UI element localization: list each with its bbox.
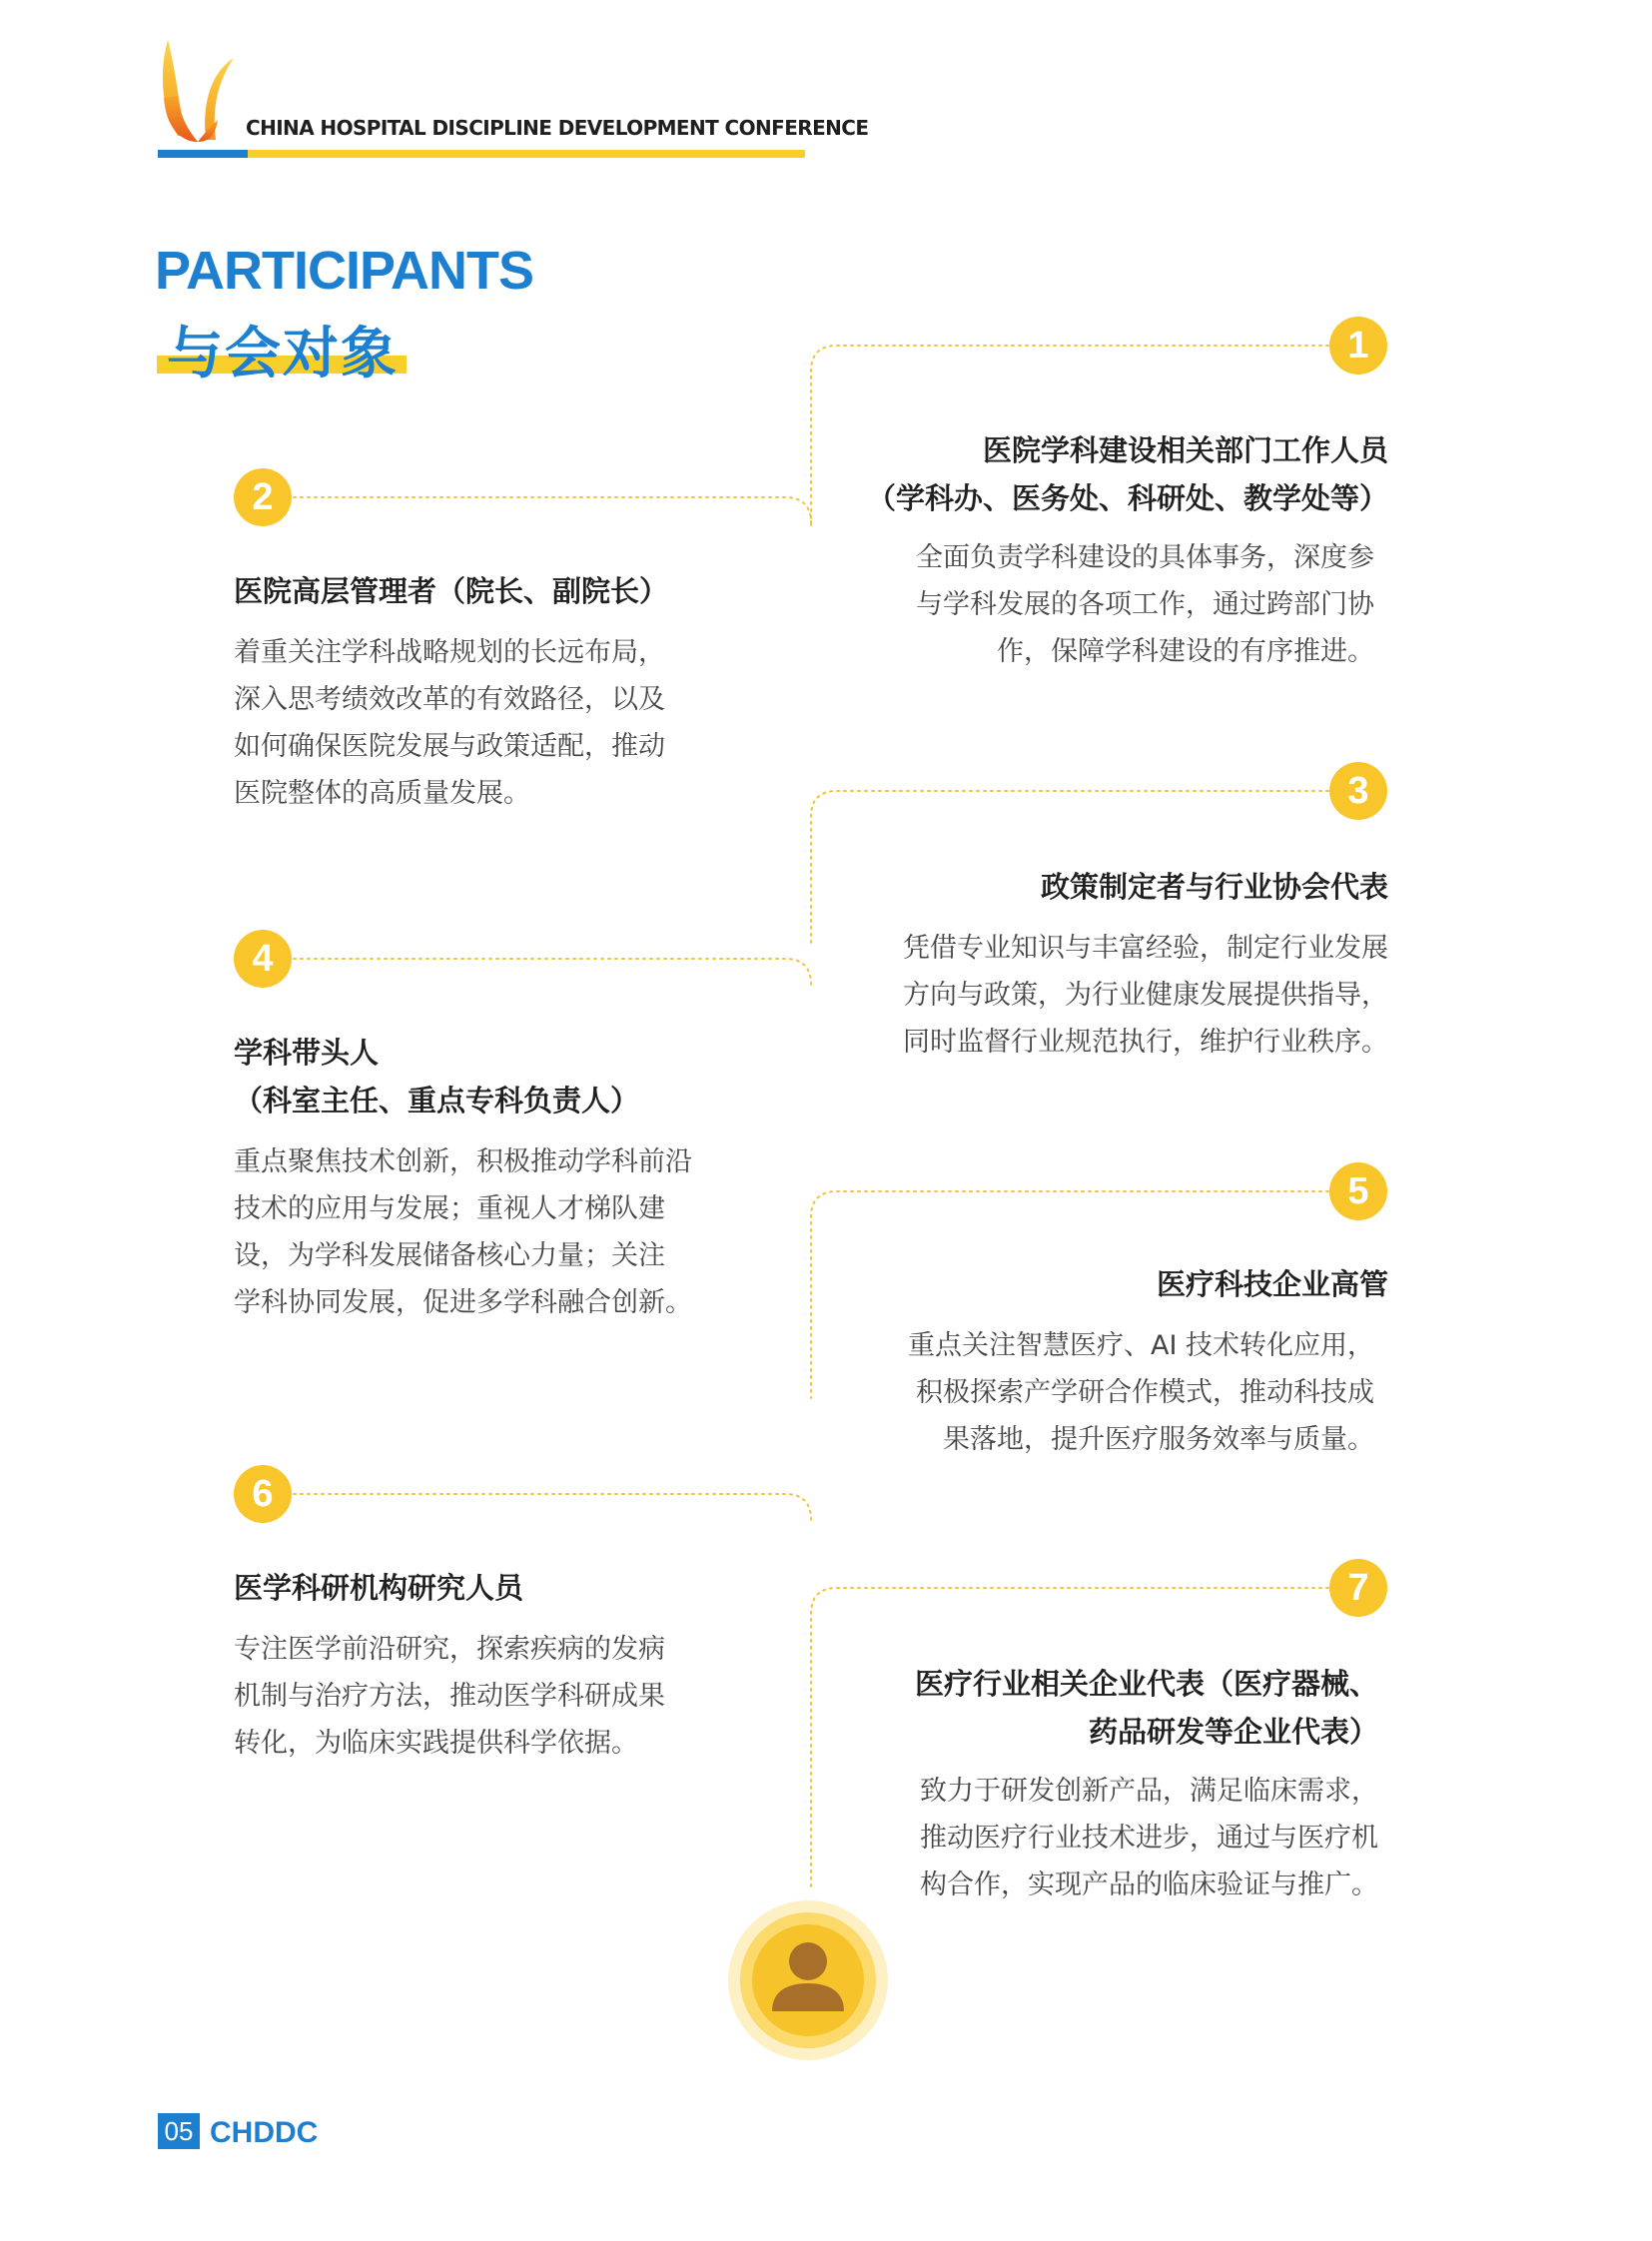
page-title-chinese: 与会对象 [167,322,399,386]
heading-line: （学科办、医务处、科研处、教学处等） [866,481,1388,515]
body-line: 专注医学前沿研究，探索疾病的发病 [234,1634,665,1665]
body-line: 与学科发展的各项工作，通过跨部门协 [916,589,1374,620]
body-line: 构合作，实现产品的临床验证与推广。 [920,1869,1378,1900]
item-6-description [234,1626,665,1767]
body-line: 凭借专业知识与丰富经验，制定行业发展 [903,933,1388,964]
item-6-heading [234,1564,665,1612]
badge-number-6: 6 [234,1465,292,1523]
badge-number-2: 2 [234,468,292,526]
item-1-description [867,534,1374,675]
body-line: 如何确保医院发展与政策适配，推动 [234,731,665,762]
heading-line: 医院学科建设相关部门工作人员 [982,433,1388,467]
item-5-description [908,1322,1374,1463]
body-line: 方向与政策，为行业健康发展提供指导， [903,980,1388,1011]
item-4 [234,1029,692,1326]
item-4-description [234,1138,692,1326]
page-number: 05 [158,2113,200,2149]
item-5 [908,1260,1388,1463]
item-7-description [915,1768,1378,1908]
body-line: 学科协同发展，促进多学科融合创新。 [234,1287,692,1318]
item-3-heading [903,863,1388,911]
body-line: 重点聚焦技术创新，积极推动学科前沿 [234,1146,692,1177]
page-title-english: PARTICIPANTS [155,241,533,301]
body-line: 作，保障学科建设的有序推进。 [997,636,1374,667]
item-1-heading [867,426,1388,522]
body-line: 设，为学科发展储备核心力量；关注 [234,1240,665,1271]
heading-line: （科室主任、重点专科负责人） [234,1084,640,1118]
heading-line: 学科带头人 [234,1036,380,1070]
body-line: 同时监督行业规范执行，维护行业秩序。 [903,1027,1388,1058]
footer-brand: CHDDC [210,2116,319,2149]
body-line: 积极探索产学研合作模式，推动科技成 [916,1377,1374,1408]
badge-number-3: 3 [1329,762,1387,820]
item-4-heading [234,1029,692,1124]
body-line: 医院整体的高质量发展。 [234,778,530,809]
item-7-heading [915,1660,1378,1756]
badge-number-5: 5 [1329,1162,1387,1220]
item-7 [915,1660,1378,1908]
conference-name: CHINA HOSPITAL DISCIPLINE DEVELOPMENT CONFERENCE [246,116,869,140]
person-avatar-icon [727,1899,889,2061]
item-6 [234,1564,665,1767]
item-2-description [234,629,668,817]
item-5-heading [908,1260,1388,1308]
item-3-description [903,925,1388,1066]
heading-line: 医院高层管理者（院长、副院长） [234,574,669,608]
badge-number-1: 1 [1329,317,1387,374]
item-1 [867,426,1388,675]
badge-number-7: 7 [1329,1559,1387,1617]
heading-line: 医疗行业相关企业代表（医疗器械、 [914,1667,1378,1701]
badge-number-4: 4 [234,930,292,988]
body-line: 着重关注学科战略规划的长远布局， [234,637,665,668]
item-2 [234,567,668,817]
body-line: 全面负责学科建设的具体事务，深度参 [916,542,1374,573]
body-line: 技术的应用与发展；重视人才梯队建 [234,1193,665,1224]
heading-line: 药品研发等企业代表） [1088,1715,1378,1749]
heading-line: 医疗科技企业高管 [1156,1267,1388,1301]
body-line: 重点关注智慧医疗、AI 技术转化应用， [907,1330,1374,1361]
body-line: 致力于研发创新产品，满足临床需求， [920,1776,1378,1807]
item-2-heading [234,567,668,615]
heading-line: 医学科研机构研究人员 [234,1571,524,1605]
body-line: 转化，为临床实践提供科学依据。 [234,1728,638,1759]
body-line: 推动医疗行业技术进步，通过与医疗机 [920,1823,1378,1854]
body-line: 深入思考绩效改革的有效路径，以及 [234,684,665,715]
body-line: 机制与治疗方法，推动医学科研成果 [234,1681,665,1712]
body-line: 果落地，提升医疗服务效率与质量。 [943,1424,1374,1455]
heading-line: 政策制定者与行业协会代表 [1040,870,1388,904]
item-3 [903,863,1388,1066]
